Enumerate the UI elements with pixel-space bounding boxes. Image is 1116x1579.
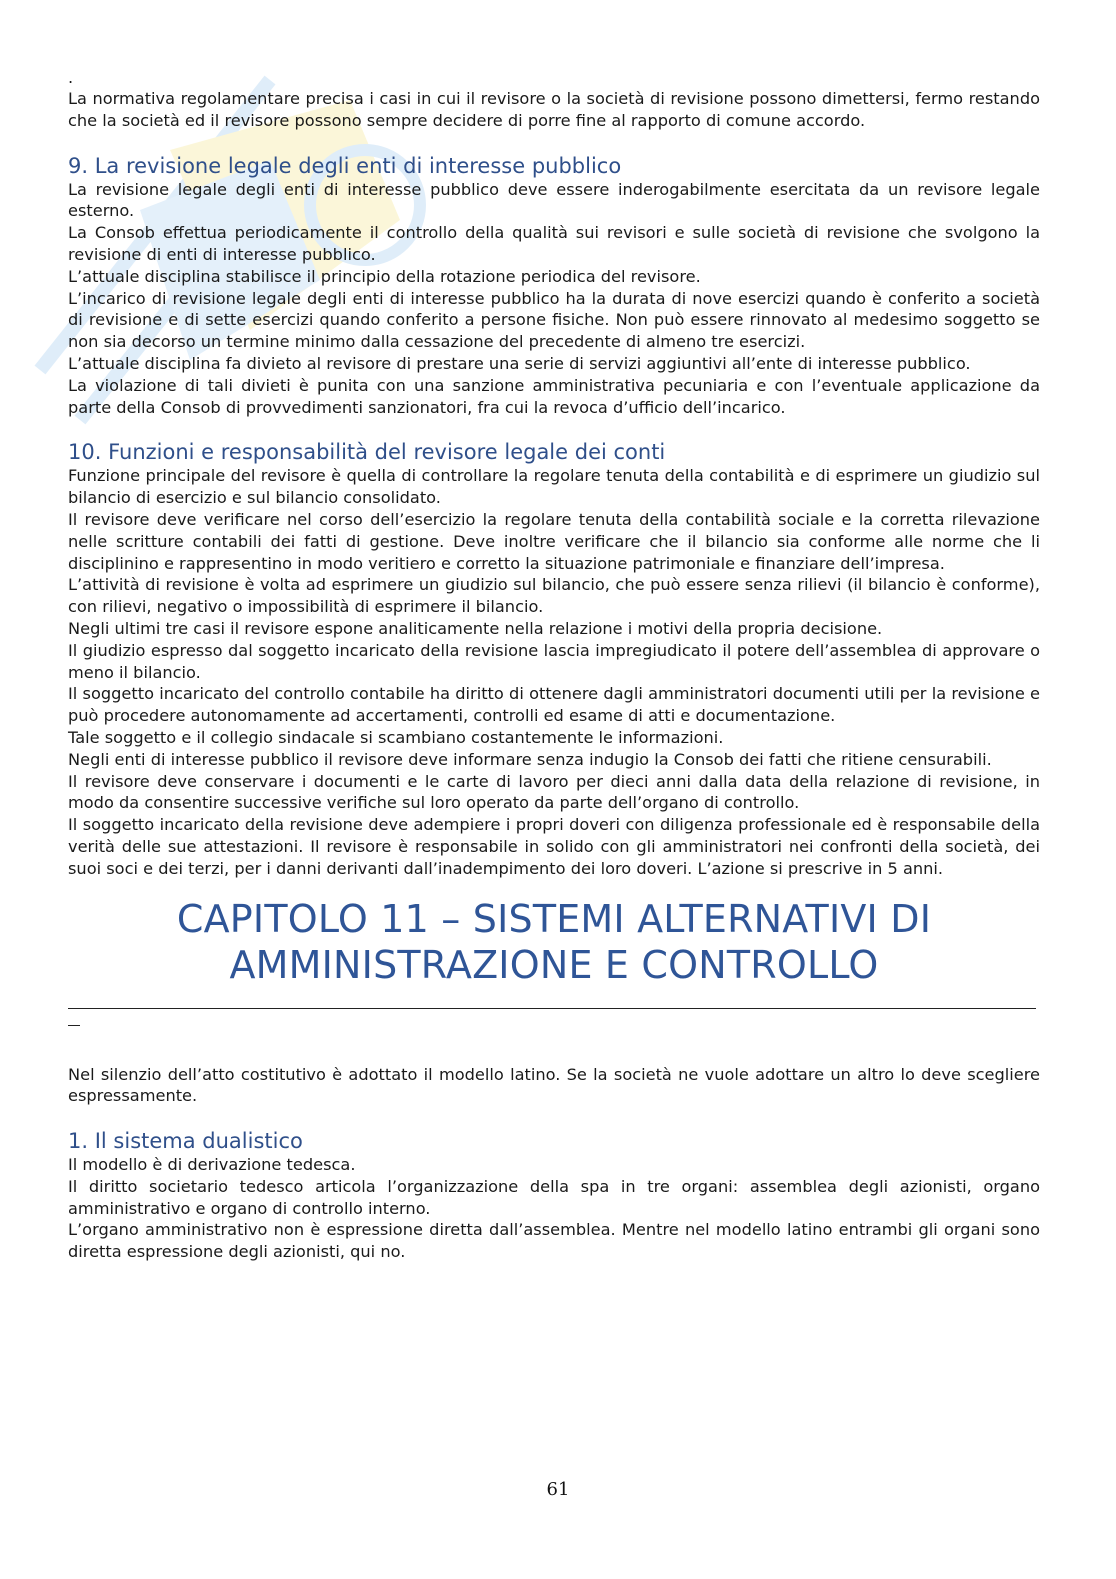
section-1-title: 1. Il sistema dualistico: [68, 1129, 303, 1154]
chapter-divider-tail: [68, 1009, 80, 1026]
section-1-paragraph: Il modello è di derivazione tedesca.: [68, 1155, 356, 1175]
intro-paragraph: La normativa regolamentare precisa i casi in cui il revisore o la società di revisione possono dimettersi, fermo restando che la società ed il revisore possono sempre decidere di porre fine al rapporto di comune accordo.: [68, 89, 1040, 130]
section-9-paragraph: L’attuale disciplina fa divieto al revisore di prestare una serie di servizi aggiuntivi all’ente di interesse pubblico.: [68, 353, 971, 373]
chapter-title-line-2: AMMINISTRAZIONE E CONTROLLO: [229, 942, 879, 987]
section-9-paragraph: L’incarico di revisione legale degli enti di interesse pubblico ha la durata di nove esercizi quando è conferito a società di revisione e di sette esercizi quando conferito a persone fisiche. Non può essere rinnovato al medesimo soggetto se non sia decorso un termine minimo dalla cessazione del precedente di almeno tre esercizi.: [68, 288, 1040, 352]
chapter-divider: [68, 988, 1036, 1009]
section-9-paragraph: La Consob effettua periodicamente il controllo della qualità sui revisori e sulle società di revisione che svolgono la revisione di enti di interesse pubblico.: [68, 223, 1040, 264]
chapter-intro-paragraph: Nel silenzio dell’atto costitutivo è adottato il modello latino. Se la società ne vuole adottare un altro lo deve scegliere espressamente.: [68, 1064, 1040, 1106]
text-fragment: .: [68, 68, 74, 87]
section-10-paragraph: Tale soggetto e il collegio sindacale si scambiano costantemente le informazioni.: [68, 727, 724, 747]
section-10-paragraph: Il soggetto incaricato della revisione deve adempiere i propri doveri con diligenza professionale ed è responsabile della verità delle sue attestazioni. Il revisore è responsabile in solido con gli amministratori nei confronti della società, dei suoi soci e dei terzi, per i danni derivanti dall’inadempimento dei loro doveri. L’azione si prescrive in 5 anni.: [68, 815, 1040, 878]
section-1-paragraph: Il diritto societario tedesco articola l’organizzazione della spa in tre organi: assemblea degli azionisti, organo amministrativo e organo di controllo interno.: [68, 1176, 1040, 1218]
section-9-title: 9. La revisione legale degli enti di interesse pubblico: [68, 153, 622, 178]
section-10-title: 10. Funzioni e responsabilità del revisore legale dei conti: [68, 440, 666, 465]
section-10-paragraph: Il giudizio espresso dal soggetto incaricato della revisione lascia impregiudicato il potere dell’assemblea di approvare o meno il bilancio.: [68, 640, 1040, 682]
section-10-paragraph: Negli ultimi tre casi il revisore espone analiticamente nella relazione i motivi della propria decisione.: [68, 618, 883, 638]
section-1-paragraph: L’organo amministrativo non è espressione diretta dall’assemblea. Mentre nel modello latino entrambi gli organi sono diretta espressione degli azionisti, qui no.: [68, 1220, 1040, 1262]
section-10-paragraph: L’attività di revisione è volta ad esprimere un giudizio sul bilancio, che può essere senza rilievi (il bilancio è conforme), con rilievi, negativo o impossibilità di esprimere il bilancio.: [68, 575, 1040, 617]
section-10-paragraph: Il revisore deve verificare nel corso dell’esercizio la regolare tenuta della contabilità sociale e la corretta rilevazione nelle scritture contabili dei fatti di gestione. Deve inoltre verificare che il bilancio sia conforme alle norme che li disciplinino e rappresentino in modo veritiero e corretto la situazione patrimoniale e finanziare dell’impresa.: [68, 509, 1040, 573]
section-10-paragraph: Funzione principale del revisore è quella di controllare la regolare tenuta della contabilità e di esprimere un giudizio sul bilancio di esercizio e sul bilancio consolidato.: [68, 466, 1040, 508]
section-10-paragraph: Il soggetto incaricato del controllo contabile ha diritto di ottenere dagli amministratori documenti utili per la revisione e può procedere autonomamente ad accertamenti, controlli ed esame di atti e documentazione.: [68, 684, 1040, 726]
page-number: 61: [546, 1479, 570, 1500]
chapter-title-line-1: CAPITOLO 11 – SISTEMI ALTERNATIVI DI: [176, 896, 932, 941]
section-10-paragraph: Negli enti di interesse pubblico il revisore deve informare senza indugio la Consob dei fatti che ritiene censurabili.: [68, 749, 992, 769]
page-content: [68, 70, 1040, 1263]
section-10-paragraph: Il revisore deve conservare i documenti e le carte di lavoro per dieci anni dalla data della relazione di revisione, in modo da consentire successive verifiche sul loro operato da parte dell’organo di controllo.: [68, 771, 1040, 813]
section-9-paragraph: La revisione legale degli enti di interesse pubblico deve essere inderogabilmente esercitata da un revisore legale esterno.: [68, 179, 1040, 221]
section-9-paragraph: La violazione di tali divieti è punita con una sanzione amministrativa pecuniaria e con l’eventuale applicazione da parte della Consob di provvedimenti sanzionatori, fra cui la revoca d’ufficio dell’incarico.: [68, 375, 1040, 417]
section-9-paragraph: L’attuale disciplina stabilisce il principio della rotazione periodica del revisore.: [68, 266, 701, 286]
